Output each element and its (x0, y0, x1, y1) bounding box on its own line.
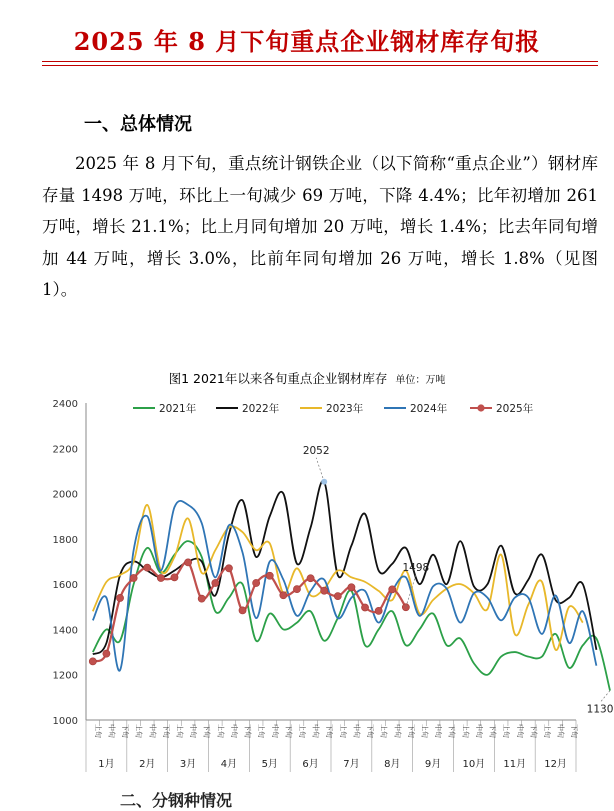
figure-unit: 单位：万吨 (395, 375, 446, 386)
inventory-line-chart (0, 390, 614, 780)
x-period-label: 下旬 (202, 724, 211, 738)
x-period-label: 上旬 (175, 724, 184, 738)
x-period-label: 中旬 (393, 724, 402, 738)
y-tick-label: 1400 (52, 625, 78, 637)
legend-marker-2025年 (477, 404, 484, 411)
x-period-label: 中旬 (148, 724, 157, 738)
x-month-label: 6月 (302, 759, 319, 770)
annotation-label: 1498 (402, 562, 430, 575)
x-period-label: 下旬 (161, 724, 170, 738)
x-period-label: 中旬 (189, 724, 198, 738)
series-point-2025年 (171, 574, 178, 581)
x-period-label: 上旬 (257, 724, 266, 738)
figure-caption-text: 图1 2021年以来各旬重点企业钢材库存 (168, 371, 388, 386)
x-period-label: 上旬 (461, 724, 470, 738)
series-point-2025年 (89, 658, 96, 665)
y-tick-label: 1000 (52, 716, 78, 727)
x-period-label: 下旬 (406, 724, 415, 738)
x-period-label: 下旬 (529, 724, 538, 738)
series-point-2025年 (361, 604, 368, 611)
series-point-2025年 (280, 592, 287, 599)
x-month-label: 11月 (503, 759, 527, 770)
x-month-label: 9月 (424, 759, 442, 770)
x-month-label: 2月 (139, 759, 156, 770)
x-period-label: 上旬 (134, 724, 143, 738)
x-month-label: 7月 (343, 759, 360, 770)
series-point-2025年 (130, 574, 137, 581)
series-point-2025年 (266, 572, 273, 579)
series-point-2025年 (293, 586, 300, 593)
series-point-2025年 (144, 564, 151, 571)
series-point-2025年 (239, 607, 246, 614)
x-period-label: 上旬 (542, 724, 551, 738)
y-tick-label: 2200 (52, 444, 78, 456)
y-tick-label: 1200 (52, 670, 78, 682)
x-period-label: 上旬 (502, 724, 511, 738)
legend-label-2022年: 2022年 (242, 403, 280, 415)
x-period-label: 下旬 (243, 724, 252, 738)
title-rule-top (42, 61, 598, 62)
series-point-2025年 (307, 575, 314, 582)
series-point-2025年 (321, 587, 328, 594)
annotation-leader (600, 691, 610, 703)
figure-caption (0, 369, 614, 387)
x-period-label: 下旬 (366, 724, 375, 738)
series-point-2025年 (253, 579, 260, 586)
y-tick-label: 2000 (52, 489, 78, 501)
x-month-label: 1月 (98, 759, 115, 770)
series-point-2025年 (157, 574, 164, 581)
series-point-2025年 (184, 559, 191, 566)
x-period-label: 上旬 (338, 724, 347, 738)
x-period-label: 中旬 (474, 724, 483, 738)
section-heading: 一、总体情况 (84, 114, 192, 135)
x-period-label: 中旬 (352, 724, 361, 738)
x-period-label: 中旬 (434, 724, 443, 738)
x-period-label: 中旬 (515, 724, 524, 738)
x-period-label: 下旬 (284, 724, 293, 738)
report-title: 2025 年 8 月下旬重点企业钢材库存旬报 (73, 27, 541, 56)
legend-label-2025年: 2025年 (496, 403, 534, 415)
x-period-label: 中旬 (311, 724, 320, 738)
series-line-2024年 (93, 501, 597, 671)
annotation-label: 2052 (302, 444, 330, 457)
y-tick-label: 1800 (52, 534, 78, 546)
series-point-2025年 (348, 584, 355, 591)
annotation-label: 1130 (586, 703, 614, 716)
annotation-point (321, 479, 327, 485)
series-point-2025年 (334, 593, 341, 600)
x-period-label: 上旬 (379, 724, 388, 738)
x-period-label: 上旬 (420, 724, 429, 738)
series-point-2025年 (198, 595, 205, 602)
x-period-label: 中旬 (556, 724, 565, 738)
series-point-2025年 (375, 607, 382, 614)
x-period-label: 上旬 (93, 724, 102, 738)
title-rule-bottom (42, 65, 598, 66)
x-period-label: 上旬 (297, 724, 306, 738)
x-period-label: 下旬 (121, 724, 130, 738)
annotation-leader (316, 458, 324, 482)
series-point-2025年 (389, 586, 396, 593)
x-month-label: 8月 (384, 759, 401, 770)
legend-label-2024年: 2024年 (410, 403, 448, 415)
series-point-2025年 (225, 565, 232, 572)
legend-label-2023年: 2023年 (326, 403, 364, 415)
y-tick-label: 2400 (52, 399, 78, 410)
x-period-label: 中旬 (107, 724, 116, 738)
next-section-heading-cut: 二、分钢种情况 (120, 791, 233, 810)
y-tick-label: 1600 (52, 580, 78, 592)
x-period-label: 中旬 (270, 724, 279, 738)
x-period-label: 中旬 (229, 724, 238, 738)
x-month-label: 12月 (544, 759, 567, 770)
x-period-label: 下旬 (488, 724, 497, 738)
x-period-label: 下旬 (570, 724, 579, 738)
series-point-2025年 (103, 650, 110, 657)
x-period-label: 上旬 (216, 724, 225, 738)
x-month-label: 5月 (261, 759, 278, 770)
legend-label-2021年: 2021年 (159, 403, 197, 415)
x-month-label: 10月 (462, 759, 486, 770)
x-month-label: 3月 (179, 759, 197, 770)
x-period-label: 下旬 (447, 724, 456, 738)
x-period-label: 下旬 (325, 724, 334, 738)
x-month-label: 4月 (220, 759, 238, 770)
summary-paragraph: 2025 年 8 月下旬，重点统计钢铁企业（以下简称“重点企业”）钢材库存量 1498 万吨，环比上一旬减少 69 万吨，下降 4.4%；比年初增加 261 万吨，增长 21.1%；比上月同旬增加 20 万吨，增长 1.4%；比去年同旬增加 44 万吨，增长 3.0%，比前年同旬增加 26 万吨，增长 1.8%（见图 1）。 (42, 154, 598, 299)
series-point-2025年 (212, 579, 219, 586)
series-point-2025年 (116, 594, 123, 601)
